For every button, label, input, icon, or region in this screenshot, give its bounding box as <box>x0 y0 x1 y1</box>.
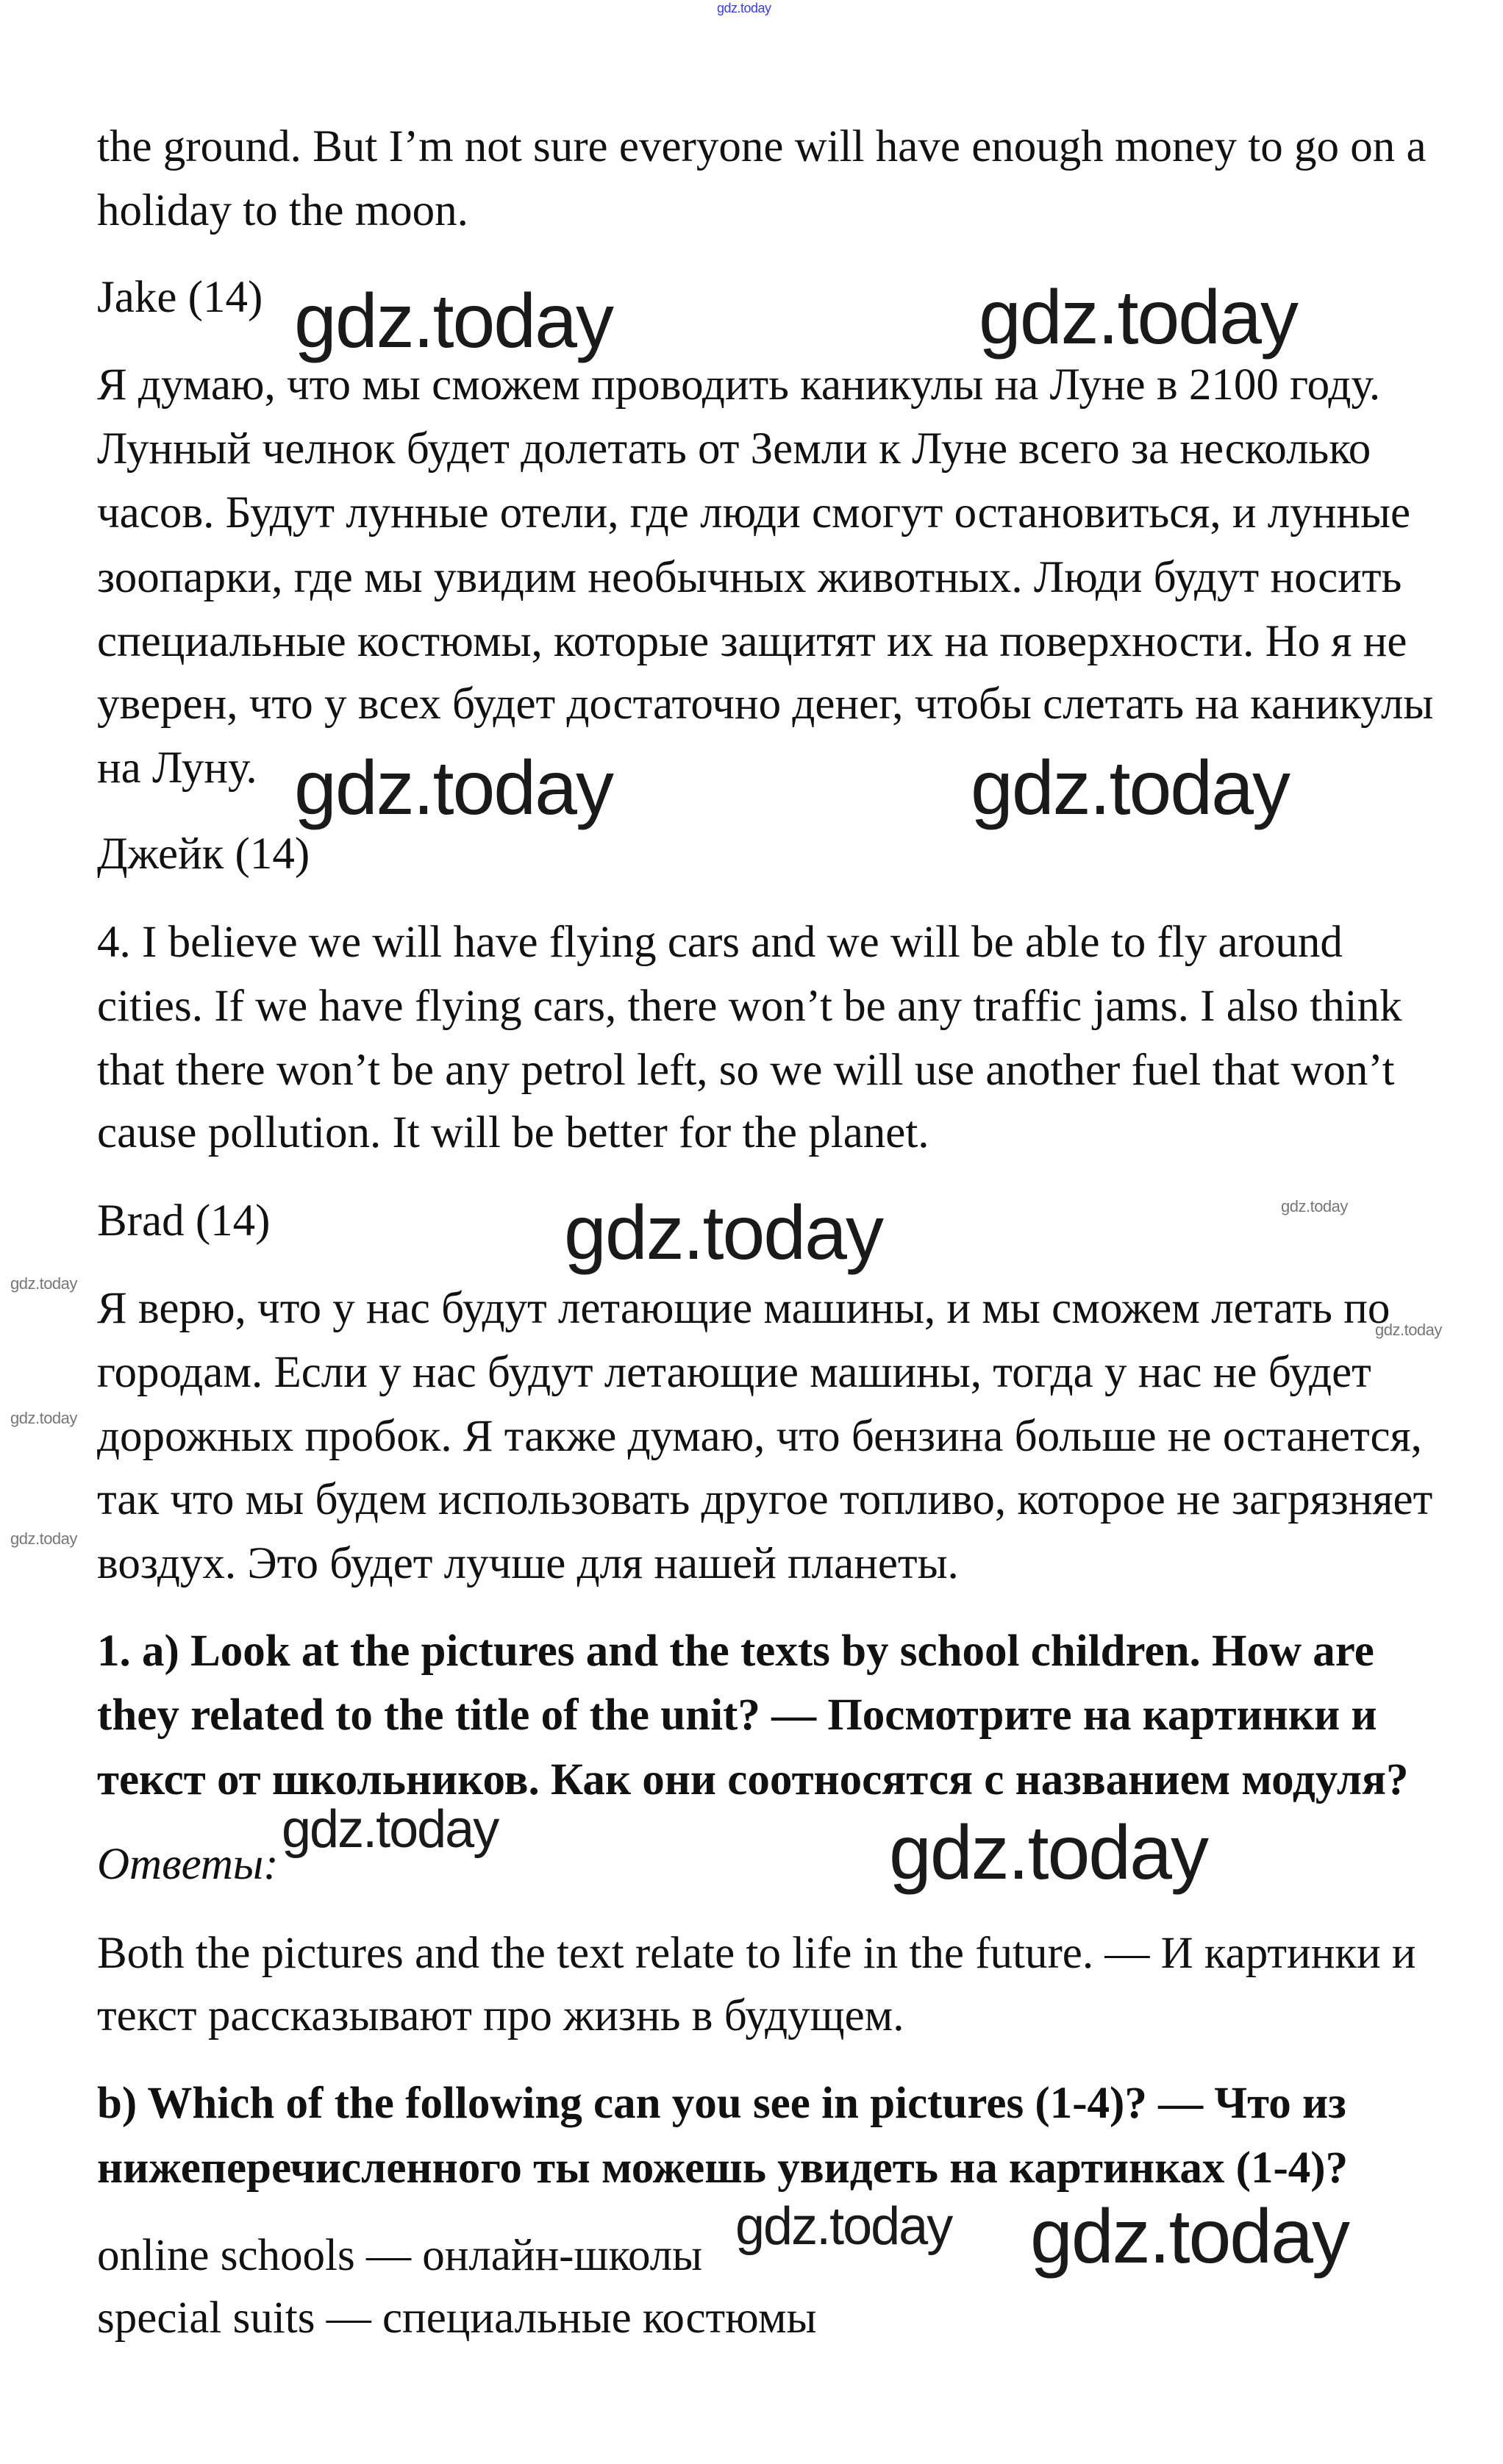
watermark: gdz.today <box>294 279 613 364</box>
task-heading: текст от школьников. Как они соотносятся с названием модуля? <box>97 1755 1409 1804</box>
text-line: дорожных пробок. Я также думаю, что бензина больше не останется, <box>97 1412 1422 1461</box>
text-line: зоопарки, где мы увидим необычных животных. Люди будут носить <box>97 553 1402 602</box>
text-line: так что мы будем использовать другое топливо, которое не загрязняет <box>97 1475 1433 1524</box>
text-line: 4. I believe we will have flying cars and we will be able to fly around <box>97 918 1343 967</box>
author-signature: Brad (14) <box>97 1196 271 1246</box>
author-signature: Jake (14) <box>97 273 263 322</box>
text-line: Я думаю, что мы сможем проводить каникулы на Луне в 2100 году. <box>97 360 1381 410</box>
task-heading: 1. a) Look at the pictures and the texts by school children. How are <box>97 1626 1374 1676</box>
watermark: gdz.today <box>294 746 613 831</box>
text-line: специальные костюмы, которые защитят их на поверхности. Но я не <box>97 617 1407 666</box>
text-line: на Луну. <box>97 743 257 793</box>
text-line: cause pollution. It will be better for the planet. <box>97 1108 929 1157</box>
watermark: gdz.today <box>717 1 771 15</box>
text-line: воздух. Это будет лучше для нашей планеты. <box>97 1539 959 1588</box>
watermark: gdz.today <box>564 1190 882 1276</box>
answer-line: текст рассказывают про жизнь в будущем. <box>97 1991 904 2040</box>
text-line: часов. Будут лунные отели, где люди смогут остановиться, и лунные <box>97 488 1411 538</box>
watermark: gdz.today <box>282 1800 499 1859</box>
author-signature: Джейк (14) <box>97 829 310 879</box>
text-line: that there won’t be any petrol left, so we will use another fuel that won’t <box>97 1046 1395 1095</box>
watermark: gdz.today <box>1281 1197 1348 1215</box>
watermark: gdz.today <box>979 275 1297 360</box>
task-heading: they related to the title of the unit? — Посмотрите на картинки и <box>97 1690 1377 1740</box>
watermark: gdz.today <box>10 1274 77 1293</box>
watermark: gdz.today <box>10 1409 77 1427</box>
text-line: the ground. But I’m not sure everyone will have enough money to go on a <box>97 122 1427 171</box>
answers-label: Ответы: <box>97 1840 279 1889</box>
watermark: gdz.today <box>10 1529 77 1548</box>
watermark: gdz.today <box>1375 1321 1442 1339</box>
watermark: gdz.today <box>735 2197 952 2256</box>
answer-line: Both the pictures and the text relate to life in the future. — И картинки и <box>97 1929 1416 1978</box>
task-heading: нижеперечисленного ты можешь увидеть на картинках (1-4)? <box>97 2143 1349 2193</box>
text-line: Лунный челнок будет долетать от Земли к Луне всего за несколько <box>97 424 1371 474</box>
list-item: online schools — онлайн-школы <box>97 2231 703 2280</box>
text-line: городам. Если у нас будут летающие машины, тогда у нас не будет <box>97 1348 1371 1397</box>
text-line: holiday to the moon. <box>97 186 468 235</box>
text-line: cities. If we have flying cars, there won’t be any traffic jams. I also think <box>97 982 1402 1031</box>
list-item: special suits — специальные костюмы <box>97 2293 817 2343</box>
watermark: gdz.today <box>889 1810 1207 1896</box>
text-line: Я верю, что у нас будут летающие машины, и мы сможем летать по <box>97 1284 1390 1333</box>
watermark: gdz.today <box>971 746 1289 831</box>
text-line: уверен, что у всех будет достаточно денег, чтобы слетать на каникулы <box>97 679 1434 729</box>
watermark: gdz.today <box>1030 2194 1349 2279</box>
task-heading: b) Which of the following can you see in pictures (1-4)? — Что из <box>97 2079 1346 2128</box>
